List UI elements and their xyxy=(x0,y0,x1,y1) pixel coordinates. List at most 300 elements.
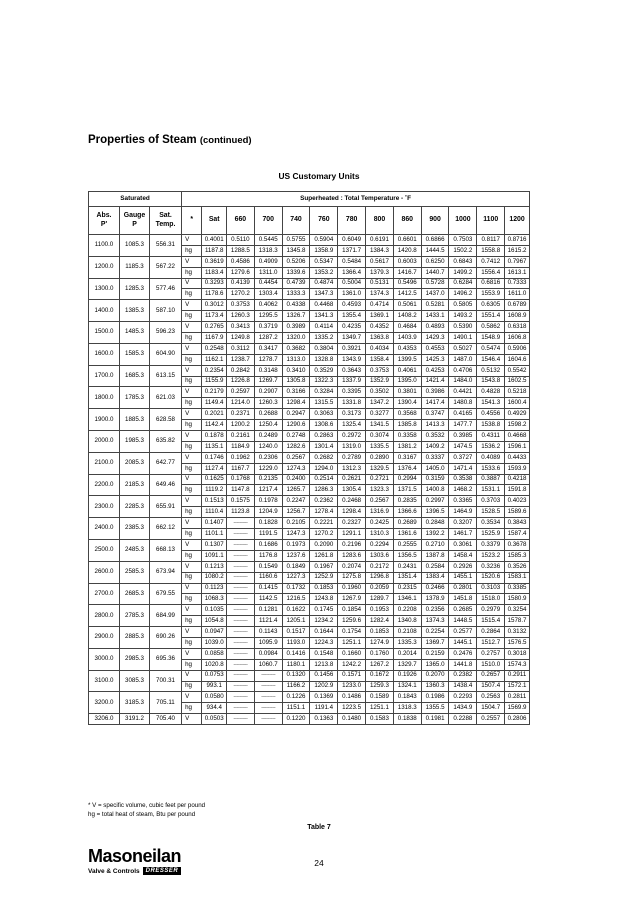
volume-cell: 0.8716 xyxy=(505,235,530,246)
heat-cell: 1278.7 xyxy=(254,354,282,365)
header-gauge-pressure: Gauge P xyxy=(120,207,150,235)
steam-properties-table xyxy=(88,191,530,725)
heat-cell: 1252.9 xyxy=(310,572,338,583)
volume-cell: 0.2748 xyxy=(282,431,310,442)
volume-cell: 0.3801 xyxy=(393,387,421,398)
heat-cell: 1361.6 xyxy=(393,529,421,540)
volume-cell: 0.3682 xyxy=(282,343,310,354)
unit-v-cell: V xyxy=(182,474,202,485)
unit-hg-cell: hg xyxy=(182,659,202,670)
heat-cell: 1591.8 xyxy=(505,485,530,496)
heat-cell: 1020.8 xyxy=(202,659,227,670)
heat-cell: 1305.8 xyxy=(282,376,310,387)
heat-cell: 1303.6 xyxy=(366,550,394,561)
volume-cell: 0.2567 xyxy=(282,452,310,463)
volume-cell: 0.1854 xyxy=(338,605,366,616)
table-row xyxy=(89,518,530,529)
heat-cell: 1068.3 xyxy=(202,594,227,605)
heat-cell: 1187.8 xyxy=(202,245,227,256)
volume-cell: --------- xyxy=(226,561,254,572)
heat-cell: 1390.4 xyxy=(393,398,421,409)
volume-cell: --------- xyxy=(226,692,254,703)
volume-cell: 0.4828 xyxy=(477,387,505,398)
volume-cell: 0.3148 xyxy=(254,365,282,376)
volume-cell: 0.1415 xyxy=(254,583,282,594)
volume-cell: 0.4714 xyxy=(366,300,394,311)
volume-cell: 0.3166 xyxy=(282,387,310,398)
sat-temp-cell: 628.58 xyxy=(149,409,181,431)
heat-cell: 1611.0 xyxy=(505,289,530,300)
volume-cell: 0.2864 xyxy=(477,627,505,638)
volume-cell: 0.2468 xyxy=(338,496,366,507)
heat-cell: 1533.6 xyxy=(477,463,505,474)
heat-cell: 1608.9 xyxy=(505,311,530,322)
heat-cell: 1353.2 xyxy=(310,267,338,278)
heat-cell: 1477.7 xyxy=(449,420,477,431)
volume-cell: 0.4353 xyxy=(393,343,421,354)
volume-cell: 0.2835 xyxy=(393,496,421,507)
heat-cell: 1596.1 xyxy=(505,441,530,452)
heat-cell: 1346.1 xyxy=(393,594,421,605)
heat-cell: 1437.0 xyxy=(421,289,449,300)
heat-cell: 1587.4 xyxy=(505,529,530,540)
volume-cell: --------- xyxy=(226,670,254,681)
heat-cell: 1267.2 xyxy=(366,659,394,670)
volume-cell: 0.2179 xyxy=(202,387,227,398)
volume-cell: 0.1838 xyxy=(393,714,421,725)
heat-cell: 1167.7 xyxy=(226,463,254,474)
volume-cell: 0.2400 xyxy=(282,474,310,485)
gauge-pressure-cell: 1485.3 xyxy=(120,322,150,344)
volume-cell: 0.3112 xyxy=(226,343,254,354)
heat-cell: 1324.1 xyxy=(393,681,421,692)
heat-cell: 1606.8 xyxy=(505,333,530,344)
heat-cell: 1147.8 xyxy=(226,485,254,496)
gauge-pressure-cell: 2585.3 xyxy=(120,561,150,583)
heat-cell: 1433.1 xyxy=(421,311,449,322)
volume-cell: 0.1622 xyxy=(282,605,310,616)
heat-cell: 1178.6 xyxy=(202,289,227,300)
volume-cell: 0.1589 xyxy=(366,692,394,703)
volume-cell: 0.3719 xyxy=(254,322,282,333)
heat-cell: 1247.3 xyxy=(282,529,310,540)
volume-cell: 0.3132 xyxy=(505,627,530,638)
abs-pressure-cell: 3000.0 xyxy=(89,648,120,670)
unit-hg-cell: hg xyxy=(182,354,202,365)
volume-cell: 0.6003 xyxy=(393,256,421,267)
table-row xyxy=(89,387,530,398)
volume-cell: 0.2994 xyxy=(393,474,421,485)
heat-cell: 1205.1 xyxy=(282,616,310,627)
volume-cell: 0.2557 xyxy=(477,714,505,725)
volume-cell: 0.6318 xyxy=(505,322,530,333)
volume-cell: 0.2801 xyxy=(449,583,477,594)
volume-cell: 0.3678 xyxy=(505,539,530,550)
heat-cell: 1135.1 xyxy=(202,441,227,452)
header-temp-800: 800 xyxy=(366,207,394,235)
sat-temp-cell: 705.11 xyxy=(149,692,181,714)
volume-cell: 0.4929 xyxy=(505,409,530,420)
sat-temp-cell: 668.13 xyxy=(149,539,181,561)
heat-cell: 1176.8 xyxy=(254,550,282,561)
volume-cell: 0.4061 xyxy=(393,365,421,376)
table-row xyxy=(89,692,530,703)
heat-cell: 1558.8 xyxy=(477,245,505,256)
unit-hg-cell: hg xyxy=(182,289,202,300)
table-row xyxy=(89,365,530,376)
heat-cell: 1365.0 xyxy=(421,659,449,670)
volume-cell: 0.3534 xyxy=(477,518,505,529)
table-row xyxy=(89,322,530,333)
volume-cell: 0.2059 xyxy=(366,583,394,594)
abs-pressure-cell: 1200.0 xyxy=(89,256,120,278)
volume-cell: 0.1226 xyxy=(282,692,310,703)
table-row xyxy=(89,561,530,572)
heat-cell: 1249.8 xyxy=(226,333,254,344)
volume-cell: 0.1768 xyxy=(226,474,254,485)
volume-cell: 0.3753 xyxy=(226,300,254,311)
heat-cell: 1110.4 xyxy=(202,507,227,518)
volume-cell: 0.3921 xyxy=(338,343,366,354)
unit-v-cell: V xyxy=(182,235,202,246)
heat-cell: 1413.3 xyxy=(421,420,449,431)
volume-cell: 0.1960 xyxy=(338,583,366,594)
gauge-pressure-cell: 1285.3 xyxy=(120,278,150,300)
volume-cell: 0.6284 xyxy=(449,278,477,289)
footnote-hg: hg = total heat of steam, Btu per pound xyxy=(88,811,196,818)
unit-hg-cell: hg xyxy=(182,550,202,561)
unit-v-cell: V xyxy=(182,496,202,507)
volume-cell: 0.3337 xyxy=(421,452,449,463)
heat-cell: 1593.9 xyxy=(505,463,530,474)
heat-cell: 1417.4 xyxy=(421,398,449,409)
abs-pressure-cell: 2800.0 xyxy=(89,605,120,627)
logo-badge: DRESSER xyxy=(143,867,182,875)
volume-cell: 0.1407 xyxy=(202,518,227,529)
volume-cell: 0.4001 xyxy=(202,235,227,246)
volume-cell: 0.3254 xyxy=(505,605,530,616)
table-row xyxy=(89,474,530,485)
heat-cell: --------- xyxy=(226,616,254,627)
heat-cell: 1369.7 xyxy=(421,637,449,648)
header-temp-780: 780 xyxy=(338,207,366,235)
heat-cell: 1374.3 xyxy=(366,289,394,300)
heat-cell: 1237.6 xyxy=(282,550,310,561)
volume-cell: 0.2555 xyxy=(393,539,421,550)
heat-cell: 1615.2 xyxy=(505,245,530,256)
volume-cell: 0.2979 xyxy=(477,605,505,616)
heat-cell: 1039.0 xyxy=(202,637,227,648)
heat-cell: 1166.2 xyxy=(282,681,310,692)
heat-cell: 1484.0 xyxy=(449,376,477,387)
heat-cell: 1318.3 xyxy=(393,703,421,714)
heat-cell: 1421.4 xyxy=(421,376,449,387)
heat-cell: 1224.3 xyxy=(310,637,338,648)
heat-cell: 1441.8 xyxy=(449,659,477,670)
abs-pressure-cell: 1300.0 xyxy=(89,278,120,300)
heat-cell: 1091.1 xyxy=(202,550,227,561)
heat-cell: 1531.1 xyxy=(477,485,505,496)
heat-cell: 1313.0 xyxy=(282,354,310,365)
title-main: Properties of Steam xyxy=(88,134,197,146)
unit-hg-cell: hg xyxy=(182,376,202,387)
heat-cell: 1191.5 xyxy=(254,529,282,540)
heat-cell: 1387.8 xyxy=(421,550,449,561)
volume-cell: 0.4556 xyxy=(477,409,505,420)
heat-cell: 1458.4 xyxy=(449,550,477,561)
volume-cell: 0.4218 xyxy=(505,474,530,485)
heat-cell: 1518.0 xyxy=(477,594,505,605)
heat-cell: 1474.5 xyxy=(449,441,477,452)
heat-cell: 1600.4 xyxy=(505,398,530,409)
volume-cell: 0.2682 xyxy=(310,452,338,463)
volume-cell: 0.5004 xyxy=(338,278,366,289)
sat-temp-cell: 662.12 xyxy=(149,518,181,540)
heat-cell: 1384.3 xyxy=(366,245,394,256)
unit-v-cell: V xyxy=(182,256,202,267)
volume-cell: 0.2070 xyxy=(421,670,449,681)
volume-cell: 0.3012 xyxy=(202,300,227,311)
gauge-pressure-cell: 2485.3 xyxy=(120,539,150,561)
volume-cell: 0.1486 xyxy=(338,692,366,703)
unit-hg-cell: hg xyxy=(182,529,202,540)
heat-cell: 993.1 xyxy=(202,681,227,692)
volume-cell: --------- xyxy=(254,692,282,703)
heat-cell: 1250.4 xyxy=(254,420,282,431)
heat-cell: 1420.8 xyxy=(393,245,421,256)
heat-cell: --------- xyxy=(226,594,254,605)
heat-cell: 1101.1 xyxy=(202,529,227,540)
volume-cell: 0.1760 xyxy=(366,648,394,659)
volume-cell: 0.5904 xyxy=(310,235,338,246)
heat-cell: 1167.9 xyxy=(202,333,227,344)
volume-cell: 0.2014 xyxy=(393,648,421,659)
heat-cell: 1496.2 xyxy=(449,289,477,300)
sat-temp-cell: 649.46 xyxy=(149,474,181,496)
unit-v-cell: V xyxy=(182,387,202,398)
unit-hg-cell: hg xyxy=(182,485,202,496)
unit-v-cell: V xyxy=(182,365,202,376)
volume-cell: 0.2476 xyxy=(449,648,477,659)
heat-cell: 1520.6 xyxy=(477,572,505,583)
abs-pressure-cell: 1700.0 xyxy=(89,365,120,387)
volume-cell: 0.1849 xyxy=(282,561,310,572)
volume-cell: 0.5805 xyxy=(449,300,477,311)
volume-cell: 0.1672 xyxy=(366,670,394,681)
group-superheated: Superheated : Total Temperature - ˚F xyxy=(182,192,530,207)
heat-cell: 1490.1 xyxy=(449,333,477,344)
volume-cell: 0.5390 xyxy=(449,322,477,333)
volume-cell: 0.3173 xyxy=(338,409,366,420)
heat-cell: 1123.8 xyxy=(226,507,254,518)
volume-cell: 0.2105 xyxy=(282,518,310,529)
heat-cell: 1363.8 xyxy=(366,333,394,344)
heat-cell: 1487.0 xyxy=(449,354,477,365)
heat-cell: 1270.2 xyxy=(310,529,338,540)
unit-hg-cell: hg xyxy=(182,681,202,692)
gauge-pressure-cell: 3191.2 xyxy=(120,714,150,725)
volume-cell: 0.3417 xyxy=(254,343,282,354)
heat-cell: 1405.0 xyxy=(421,463,449,474)
volume-cell: 0.3643 xyxy=(338,365,366,376)
volume-cell: 0.2811 xyxy=(505,692,530,703)
heat-cell: 1287.2 xyxy=(254,333,282,344)
heat-cell: 1288.5 xyxy=(226,245,254,256)
volume-cell: 0.4253 xyxy=(421,365,449,376)
volume-cell: 0.3502 xyxy=(366,387,394,398)
heat-cell: 1448.5 xyxy=(449,616,477,627)
unit-hg-cell: hg xyxy=(182,572,202,583)
heat-cell: 1335.2 xyxy=(310,333,338,344)
heat-cell: 1451.8 xyxy=(449,594,477,605)
sat-temp-cell: 690.26 xyxy=(149,627,181,649)
heat-cell: 1578.7 xyxy=(505,616,530,627)
table-caption: Table 7 xyxy=(307,824,331,831)
heat-cell: 1583.1 xyxy=(505,572,530,583)
heat-cell: 1274.3 xyxy=(282,463,310,474)
sat-temp-cell: 567.22 xyxy=(149,256,181,278)
volume-cell: 0.3395 xyxy=(338,387,366,398)
heat-cell: 1337.9 xyxy=(338,376,366,387)
volume-cell: 0.1660 xyxy=(338,648,366,659)
abs-pressure-cell: 1800.0 xyxy=(89,387,120,409)
heat-cell: 1259.3 xyxy=(366,681,394,692)
volume-cell: 0.2765 xyxy=(202,322,227,333)
gauge-pressure-cell: 1185.3 xyxy=(120,256,150,278)
heat-cell: 1543.8 xyxy=(477,376,505,387)
unit-v-cell: V xyxy=(182,692,202,703)
volume-cell: 0.5445 xyxy=(254,235,282,246)
sat-temp-cell: 655.91 xyxy=(149,496,181,518)
volume-cell: 0.2159 xyxy=(421,648,449,659)
heat-cell: 1434.9 xyxy=(449,703,477,714)
unit-v-cell: V xyxy=(182,431,202,442)
heat-cell: 1155.9 xyxy=(202,376,227,387)
sat-temp-cell: 673.94 xyxy=(149,561,181,583)
volume-cell: 0.6049 xyxy=(338,235,366,246)
heat-cell: 1095.9 xyxy=(254,637,282,648)
volume-cell: 0.2710 xyxy=(421,539,449,550)
volume-cell: 0.2315 xyxy=(393,583,421,594)
volume-cell: 0.1754 xyxy=(338,627,366,638)
heat-cell: 1305.4 xyxy=(338,485,366,496)
volume-cell: 0.3385 xyxy=(505,583,530,594)
volume-cell: 0.3167 xyxy=(393,452,421,463)
volume-cell: 0.5206 xyxy=(282,256,310,267)
table-row xyxy=(89,670,530,681)
unit-hg-cell: hg xyxy=(182,594,202,605)
sat-temp-cell: 705.40 xyxy=(149,714,181,725)
heat-cell: 1371.5 xyxy=(393,485,421,496)
sat-temp-cell: 587.10 xyxy=(149,300,181,322)
volume-cell: 0.2293 xyxy=(449,692,477,703)
abs-pressure-cell: 2300.0 xyxy=(89,496,120,518)
heat-cell: --------- xyxy=(226,681,254,692)
heat-cell: 1204.9 xyxy=(254,507,282,518)
abs-pressure-cell: 2000.0 xyxy=(89,431,120,453)
heat-cell: 1548.9 xyxy=(477,333,505,344)
volume-cell: 0.1307 xyxy=(202,539,227,550)
heat-cell: 1356.5 xyxy=(393,550,421,561)
heat-cell: 1229.0 xyxy=(254,463,282,474)
volume-cell: 0.1843 xyxy=(393,692,421,703)
heat-cell: --------- xyxy=(226,659,254,670)
volume-cell: 0.2306 xyxy=(254,452,282,463)
heat-cell: 1312.3 xyxy=(338,463,366,474)
header-temp-900: 900 xyxy=(421,207,449,235)
header-temp-660: 660 xyxy=(226,207,254,235)
volume-cell: 0.2689 xyxy=(393,518,421,529)
volume-cell: 0.1967 xyxy=(310,561,338,572)
gauge-pressure-cell: 1785.3 xyxy=(120,387,150,409)
volume-cell: 0.2161 xyxy=(226,431,254,442)
volume-cell: 0.4668 xyxy=(505,431,530,442)
heat-cell: 1316.9 xyxy=(366,507,394,518)
unit-v-cell: V xyxy=(182,278,202,289)
volume-cell: 0.4023 xyxy=(505,496,530,507)
abs-pressure-cell: 2400.0 xyxy=(89,518,120,540)
volume-cell: 0.1456 xyxy=(310,670,338,681)
unit-hg-cell: hg xyxy=(182,398,202,409)
volume-cell: 0.2108 xyxy=(393,627,421,638)
heat-cell: 1329.5 xyxy=(366,463,394,474)
abs-pressure-cell: 2500.0 xyxy=(89,539,120,561)
volume-cell: 0.4089 xyxy=(477,452,505,463)
volume-cell: 0.3727 xyxy=(449,452,477,463)
table-row xyxy=(89,627,530,638)
page-number: 24 xyxy=(314,858,324,868)
volume-cell: 0.2997 xyxy=(421,496,449,507)
volume-cell: 0.0858 xyxy=(202,648,227,659)
volume-cell: 0.3753 xyxy=(366,365,394,376)
unit-v-cell: V xyxy=(182,452,202,463)
heat-cell: 1403.9 xyxy=(393,333,421,344)
volume-cell: 0.1416 xyxy=(282,648,310,659)
volume-cell: 0.2247 xyxy=(282,496,310,507)
heat-cell: 1286.3 xyxy=(310,485,338,496)
heat-cell: 1408.2 xyxy=(393,311,421,322)
volume-cell: 0.1962 xyxy=(226,452,254,463)
volume-cell: 0.2294 xyxy=(366,539,394,550)
volume-cell: --------- xyxy=(226,583,254,594)
volume-cell: 0.3379 xyxy=(477,539,505,550)
heat-cell: 1569.9 xyxy=(505,703,530,714)
volume-cell: 0.6305 xyxy=(477,300,505,311)
heat-cell: 1054.8 xyxy=(202,616,227,627)
volume-cell: 0.0580 xyxy=(202,692,227,703)
volume-cell: 0.3063 xyxy=(310,409,338,420)
heat-cell: 1613.1 xyxy=(505,267,530,278)
heat-cell: 1127.4 xyxy=(202,463,227,474)
heat-cell: 1379.3 xyxy=(366,267,394,278)
gauge-pressure-cell: 3085.3 xyxy=(120,670,150,692)
unit-hg-cell: hg xyxy=(182,507,202,518)
heat-cell: 1399.5 xyxy=(393,354,421,365)
heat-cell: 1214.0 xyxy=(226,398,254,409)
heat-cell: 1256.7 xyxy=(282,507,310,518)
heat-cell: 1576.5 xyxy=(505,637,530,648)
column-header-row xyxy=(89,207,530,235)
volume-cell: 0.3703 xyxy=(477,496,505,507)
volume-cell: 0.6601 xyxy=(393,235,421,246)
abs-pressure-cell: 2100.0 xyxy=(89,452,120,474)
header-sat-temp: Sat. Temp. xyxy=(149,207,181,235)
volume-cell: 0.2926 xyxy=(449,561,477,572)
heat-cell: 1347.3 xyxy=(310,289,338,300)
heat-cell: 1358.4 xyxy=(366,354,394,365)
abs-pressure-cell: 1500.0 xyxy=(89,322,120,344)
volume-cell: 0.1981 xyxy=(421,714,449,725)
